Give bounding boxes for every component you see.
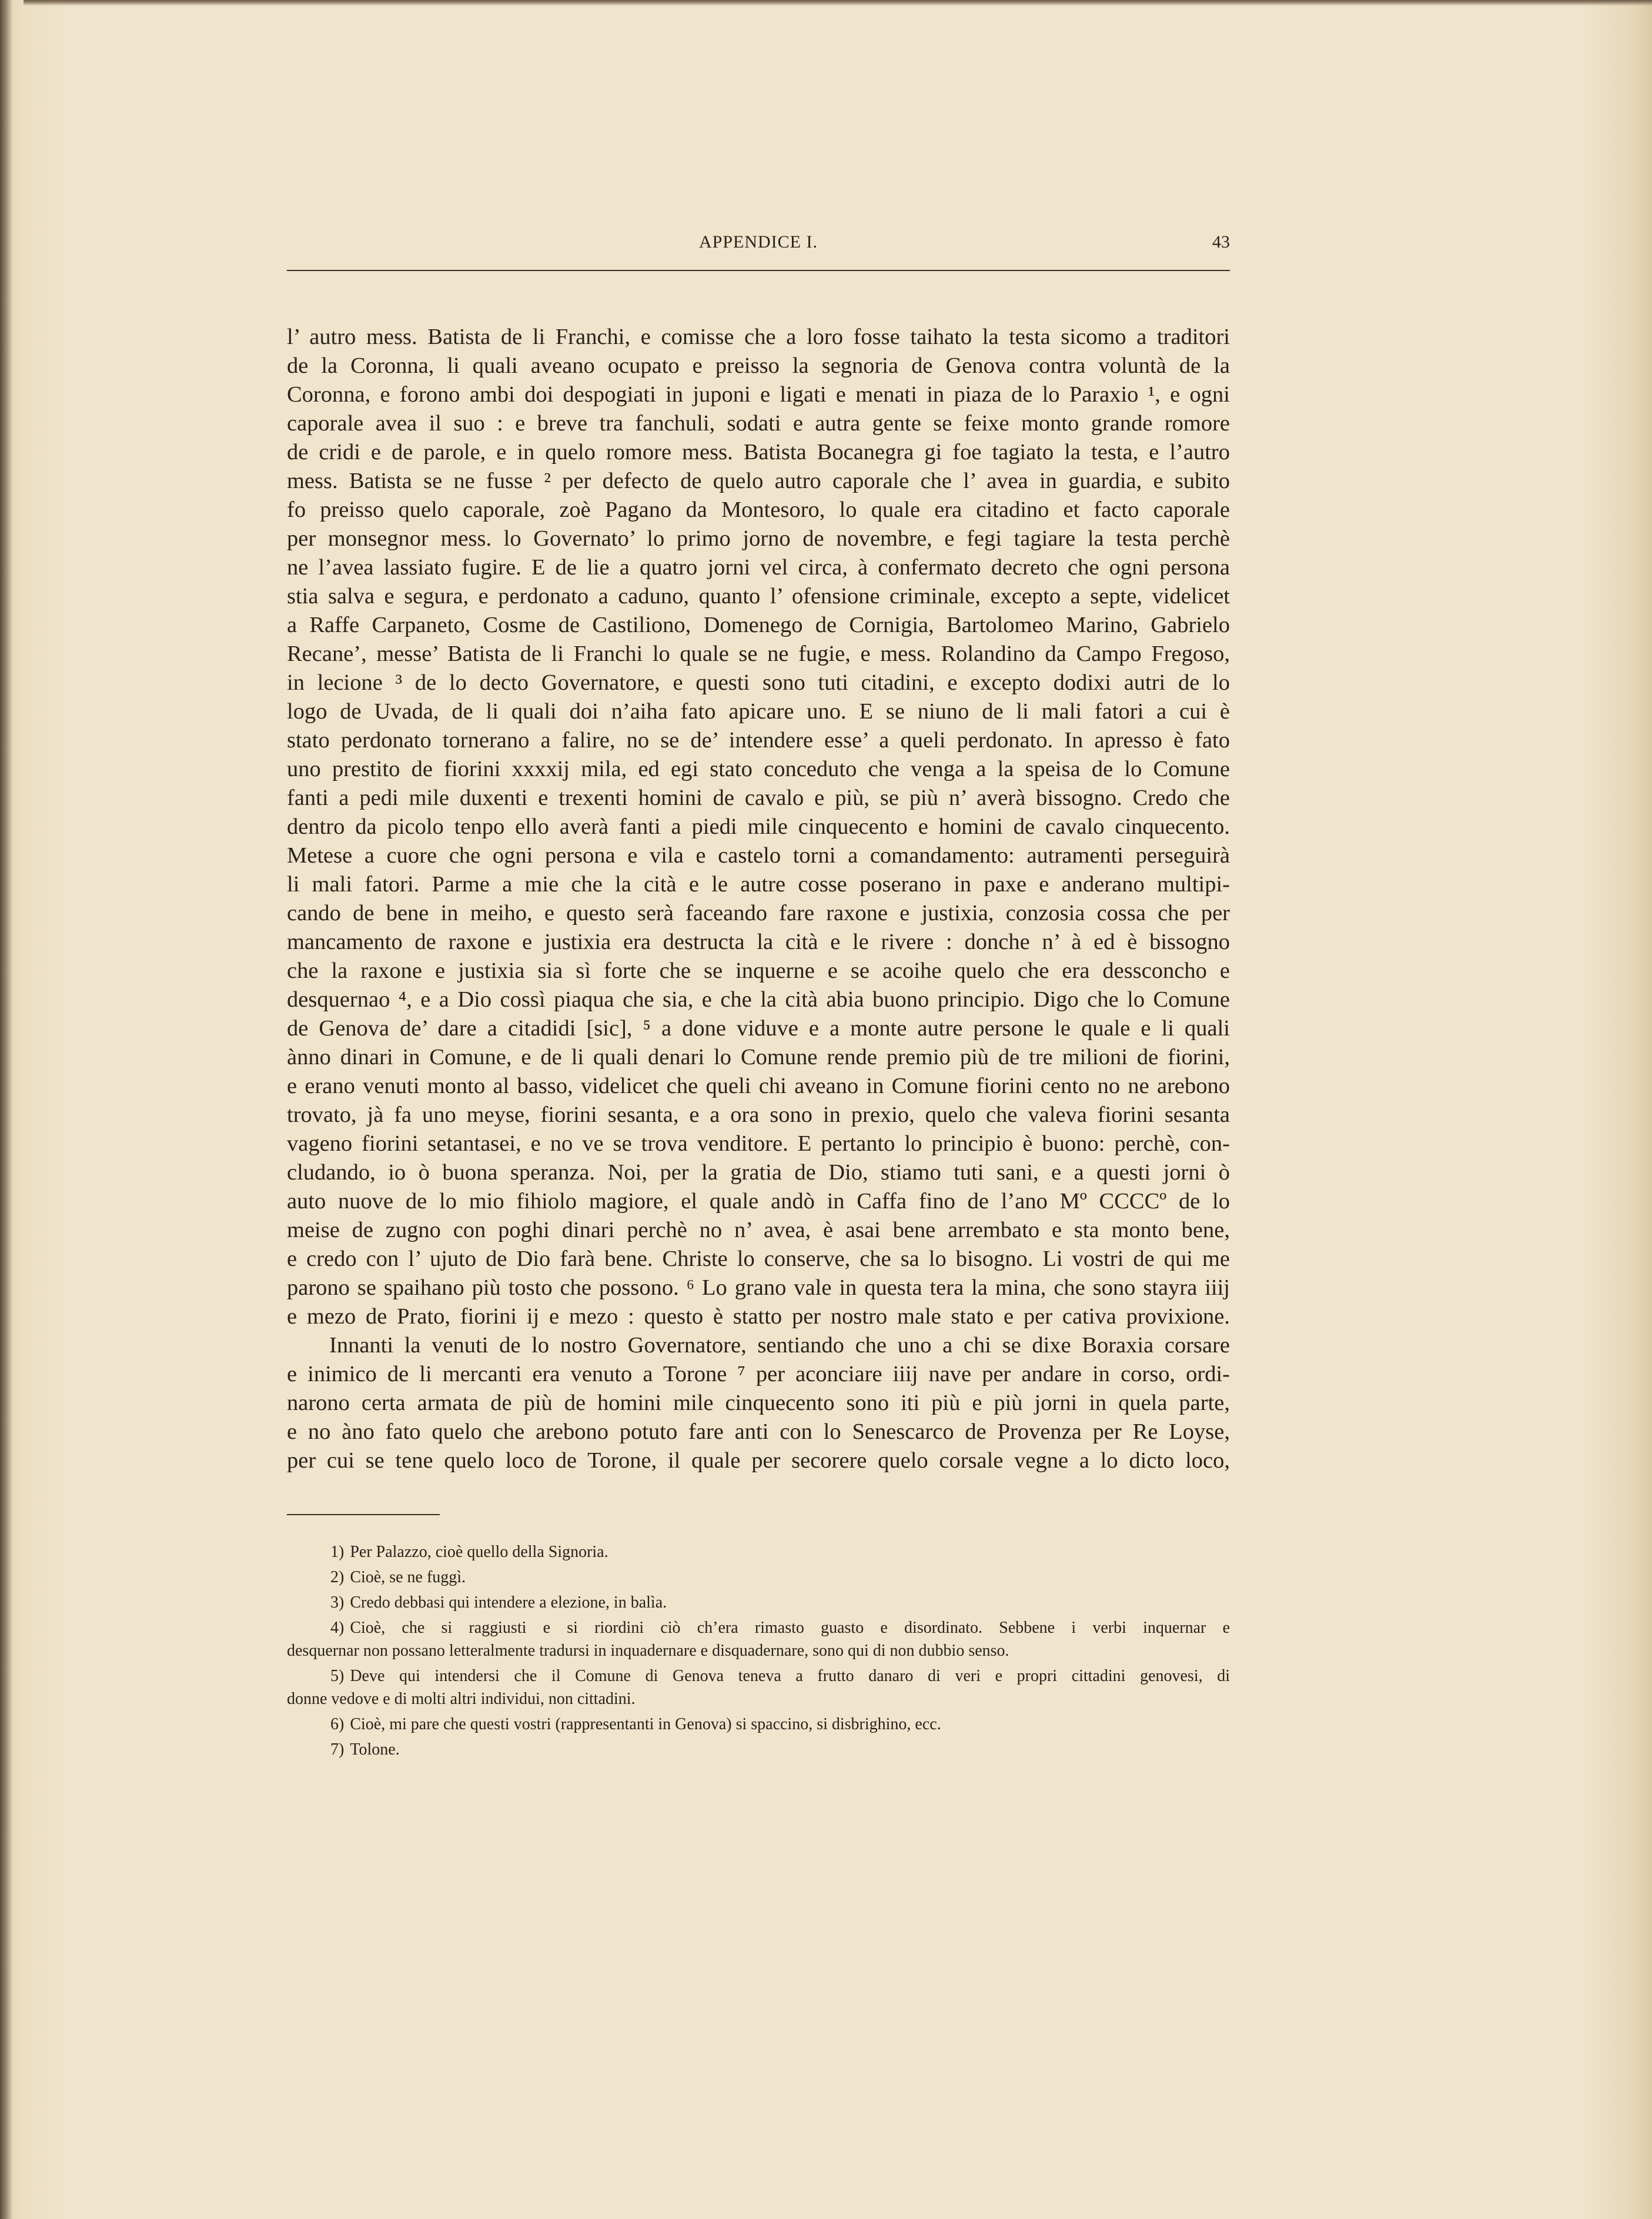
text-line: in lecione ³ de lo decto Governatore, e questi sono tuti citadini, e excepto dodixi autri de lo <box>287 670 1230 695</box>
text-line: uno prestito de fiorini xxxxij mila, ed egi stato conceduto che venga a la speisa de lo Comune <box>287 757 1230 781</box>
text-line: per cui se tene quelo loco de Torone, il quale per secorere quelo corsale vegne a lo dicto loco, <box>287 1448 1230 1473</box>
text-line: e inimico de li mercanti era venuto a Torone ⁷ per aconciare iiij nave per andare in corso, ordi- <box>287 1362 1230 1386</box>
footnote <box>287 1618 1230 1638</box>
header-rule <box>287 270 1230 271</box>
text-line: a Raffe Carpaneto, Cosme de Castiliono, Domenego de Cornigia, Bartolomeo Marino, Gabrielo <box>287 613 1230 637</box>
footnote-number: 3) <box>330 1593 345 1612</box>
text-line: mess. Batista se ne fusse ² per defecto de quelo autro caporale che l’ avea in guardia, e subito <box>287 469 1230 493</box>
text-line: stia salva e segura, e perdonato a caduno, quanto l’ ofensione criminale, excepto a septe, videlicet <box>287 584 1230 609</box>
text-line: e credo con l’ ujuto de Dio farà bene. Christe lo conserve, che sa lo bisogno. Li vostri de qui me <box>287 1246 1230 1271</box>
text-line: caporale avea il suo : e breve tra fanchuli, sodati e autra gente se feixe monto grande romore <box>287 411 1230 436</box>
text-line: dentro da picolo tenpo ello averà fanti a piedi mile cinquecento e homini de cavalo cinquecento. <box>287 814 1230 839</box>
footnote-text: Cioè, mi pare che questi vostri (rappresentanti in Genova) si spaccino, si disbrighino, ecc. <box>350 1715 941 1733</box>
footnote-number: 6) <box>330 1715 345 1733</box>
text-line: stato perdonato tornerano a falire, no se de’ intendere esse’ a queli perdonato. In apresso è fato <box>287 728 1230 753</box>
text-line: parono se spaihano più tosto che possono. ⁶ Lo grano vale in questa tera la mina, che sono stayra iiij <box>287 1275 1230 1300</box>
text-line: che la raxone e justixia sia sì forte che se inquerne e se acoihe quelo che era dessconcho e <box>287 958 1230 983</box>
footnote-text: Tolone. <box>350 1740 400 1759</box>
footnote-text: Cioè, se ne fuggì. <box>350 1568 466 1586</box>
text-line: auto nuove de lo mio fihiolo magiore, el quale andò in Caffa fino de l’ano Mº CCCCº de lo <box>287 1189 1230 1214</box>
text-line: mancamento de raxone e justixia era destructa la cità e le rivere : donche n’ à ed è bissogno <box>287 930 1230 954</box>
text-line: e erano venuti monto al basso, videlicet che queli chi aveano in Comune fiorini cento no ne arebono <box>287 1074 1230 1098</box>
text-line: li mali fatori. Parme a mie che la cità e le autre cosse poserano in paxe e anderano multipi- <box>287 872 1230 897</box>
footnote <box>287 1666 1230 1686</box>
running-header <box>287 232 1230 262</box>
text-line: fo preisso quelo caporale, zoè Pagano da Montesoro, lo quale era citadino et facto caporale <box>287 497 1230 522</box>
text-line: Coronna, e forono ambi doi despogiati in juponi e ligati e menati in piaza de lo Paraxio ¹, e ogni <box>287 382 1230 407</box>
text-line: narono certa armata de più de homini mile cinquecento sono iti più e più jorni in quela parte, <box>287 1391 1230 1415</box>
text-line: ànno dinari in Comune, e de li quali denari lo Comune rende premio più de tre milioni de fiorini, <box>287 1045 1230 1070</box>
footnote-number: 5) <box>330 1667 345 1685</box>
footnote-text: Cioè, che si raggiusti e si riordini ciò ch’era rimasto guasto e disordinato. Sebbene i verbi inquernar e <box>350 1619 1230 1637</box>
text-line: logo de Uvada, de li quali doi n’aiha fato apicare uno. E se niuno de li mali fatori a cui è <box>287 699 1230 724</box>
text-line: per monsegnor mess. lo Governato’ lo primo jorno de novembre, e fegi tagiare la testa perchè <box>287 526 1230 551</box>
text-line: fanti a pedi mile duxenti e trexenti homini de cavalo e più, se più n’ averà bissogno. Credo che <box>287 786 1230 810</box>
page-top-edge <box>24 0 1652 6</box>
footnote <box>287 1715 1230 1735</box>
footnote-text: Per Palazzo, cioè quello della Signoria. <box>350 1543 608 1561</box>
text-line: desquernao ⁴, e a Dio cossì piaqua che sia, e che la cità abia buono principio. Digo che lo Comune <box>287 987 1230 1012</box>
text-line: Metese a cuore che ogni persona e vila e castelo torni a comandamento: autramenti perseguirà <box>287 843 1230 868</box>
text-line: de la Coronna, li quali aveano ocupato e preisso la segnoria de Genova contra voluntà de la <box>287 353 1230 378</box>
footnote <box>287 1740 1230 1760</box>
footnote-continuation: donne vedove e di molti altri individui, non cittadini. <box>287 1690 636 1708</box>
footnote <box>287 1593 1230 1613</box>
footnote-rule <box>287 1514 440 1515</box>
text-line: e mezo de Prato, fiorini ij e mezo : questo è statto per nostro male stato e per cativa provixione. <box>287 1304 1230 1329</box>
text-line: de Genova de’ dare a citadidi [sic], ⁵ a done viduve e a monte autre persone le quale e li quali <box>287 1016 1230 1041</box>
main-text <box>287 323 1230 1475</box>
footnote-number: 7) <box>330 1740 345 1759</box>
footnotes <box>287 1542 1230 1765</box>
footnote <box>287 1568 1230 1588</box>
text-line: vageno fiorini setantasei, e no ve se trova venditore. E pertanto lo principio è buono: perchè, con- <box>287 1131 1230 1156</box>
page-binding-edge <box>0 0 13 2219</box>
text-line: cando de bene in meiho, e questo serà faceando fare raxone e justixia, conzosia cossa che per <box>287 901 1230 925</box>
footnote <box>287 1542 1230 1562</box>
running-title: APPENDICE I. <box>698 232 818 252</box>
footnote-number: 1) <box>330 1543 345 1561</box>
text-line: trovato, jà fa uno meyse, fiorini sesanta, e a ora sono in prexio, quelo che valeva fiorini sesanta <box>287 1102 1230 1127</box>
text-line: de cridi e de parole, e in quelo romore mess. Batista Bocanegra gi foe tagiato la testa, e l’autro <box>287 440 1230 464</box>
footnote-text: Deve qui intendersi che il Comune di Genova teneva a frutto danaro di veri e propri cittadini genovesi, di <box>350 1667 1230 1685</box>
text-line: Innanti la venuti de lo nostro Governatore, sentiando che uno a chi se dixe Boraxia corsare <box>329 1333 1230 1358</box>
text-line: ne l’avea lassiato fugire. E de lie a quatro jorni vel circa, à confermato decreto che ogni persona <box>287 555 1230 580</box>
footnote-continuation: desquernar non possano letteralmente tradursi in inquadernare e disquadernare, sono qui di non dubbio senso. <box>287 1642 1009 1660</box>
text-line: cludando, io ò buona speranza. Noi, per la gratia de Dio, stiamo tuti sani, e a questi jorni ò <box>287 1160 1230 1185</box>
text-line: Recane’, messe’ Batista de li Franchi lo quale se ne fugie, e mess. Rolandino da Campo Fregoso, <box>287 641 1230 666</box>
footnote-number: 2) <box>330 1568 345 1586</box>
text-line: l’ autro mess. Batista de li Franchi, e comisse che a loro fosse taihato la testa sicomo a traditori <box>287 325 1230 349</box>
text-line: meise de zugno con poghi dinari perchè no n’ avea, è asai bene arrembato e sta monto bene, <box>287 1218 1230 1242</box>
footnote-text: Credo debbasi qui intendere a elezione, in balìa. <box>350 1593 667 1612</box>
page-number: 43 <box>1212 232 1230 252</box>
text-line: e no àno fato quelo che arebono potuto fare anti con lo Senescarco de Provenza per Re Loyse, <box>287 1419 1230 1444</box>
footnote-number: 4) <box>330 1619 345 1637</box>
